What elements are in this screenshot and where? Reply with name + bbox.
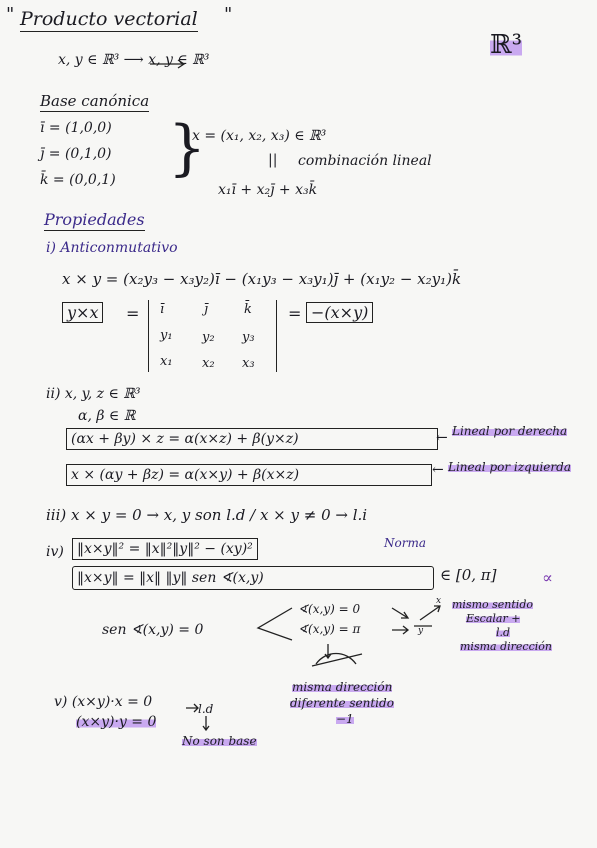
equals-1: = bbox=[126, 304, 140, 323]
alpha-symbol: ∝ bbox=[542, 568, 553, 587]
linear-right-box: (αx + βy) × z = α(x×z) + β(y×z) bbox=[66, 428, 438, 450]
escalar-positivo: Escalar + bbox=[466, 612, 521, 625]
base-heading: Base canónica bbox=[40, 92, 150, 110]
matrix-cell: x₁ bbox=[160, 354, 173, 369]
linear-right-note: Lineal por derecha bbox=[452, 424, 568, 438]
matrix-cell: x₃ bbox=[242, 356, 255, 371]
minus-one: −1 bbox=[336, 712, 354, 726]
intro-line: x, y ∈ ℝ³ ⟶ x, y ∈ ℝ³ bbox=[58, 52, 210, 68]
property-5-eq2: (x×y)·y = 0 bbox=[76, 714, 157, 730]
sen-label: sen ∢(x,y) = 0 bbox=[102, 622, 204, 638]
matrix-cell: k̄ bbox=[244, 302, 252, 317]
r3-badge: ℝ³ bbox=[490, 30, 523, 60]
linear-left-box: x × (αy + βz) = α(x×y) + β(x×z) bbox=[66, 464, 432, 486]
base-k: k̄ = (0,0,1) bbox=[40, 172, 116, 188]
matrix-cell: x₂ bbox=[202, 356, 215, 371]
case-pi: ∢(x,y) = π bbox=[298, 622, 361, 636]
ld-label: l.d bbox=[496, 626, 511, 639]
matrix-cell: ī bbox=[160, 302, 165, 317]
matrix-cell: y₁ bbox=[160, 328, 173, 343]
base-i: ī = (1,0,0) bbox=[40, 120, 112, 136]
vector-x-label: x bbox=[436, 596, 442, 606]
property-5-eq1: v) (x×y)·x = 0 bbox=[54, 694, 153, 710]
diferente-sentido: diferente sentido bbox=[290, 696, 394, 710]
mismo-sentido: mismo sentido bbox=[452, 598, 533, 611]
property-4-label: iv) bbox=[46, 544, 64, 560]
base-j: j̄ = (0,1,0) bbox=[40, 146, 112, 162]
property-3: iii) x × y = 0 → x, y son l.d / x × y ≠ 0 → l.i bbox=[46, 506, 368, 524]
no-son-base: No son base bbox=[182, 734, 257, 748]
matrix-cell: y₃ bbox=[242, 330, 255, 345]
yx-box: y×x bbox=[62, 302, 103, 323]
combination-expression: x₁ī + x₂j̄ + x₃k̄ bbox=[218, 182, 318, 198]
quote-open: " bbox=[6, 4, 15, 25]
case-zero: ∢(x,y) = 0 bbox=[298, 602, 361, 616]
matrix-cell: y₂ bbox=[202, 330, 215, 345]
norma-label: Norma bbox=[384, 536, 426, 550]
arrow-left: ← bbox=[436, 430, 448, 446]
angle-interval: ∈ [0, π] bbox=[440, 566, 497, 584]
property-2-label: ii) x, y, z ∈ ℝ³ bbox=[46, 386, 141, 402]
page-title: Producto vectorial bbox=[20, 8, 198, 30]
x-definition: x = (x₁, x₂, x₃) ∈ ℝ³ bbox=[192, 128, 327, 144]
property-5-ld: l.d bbox=[198, 702, 214, 716]
parallel-mark: || bbox=[268, 152, 278, 168]
properties-heading: Propiedades bbox=[44, 210, 145, 229]
combinacion-lineal: combinación lineal bbox=[298, 153, 432, 169]
cross-product-formula: x × y = (x₂y₃ − x₃y₂)ī − (x₁y₃ − x₃y₁)j̄ + (x₁y₂ − x₂y₁)k̄ bbox=[62, 270, 462, 288]
vector-y-label: y bbox=[418, 626, 424, 636]
misma-direccion-2: misma dirección bbox=[292, 680, 393, 694]
misma-direccion: misma dirección bbox=[460, 640, 552, 653]
arrow-left: ← bbox=[432, 462, 444, 478]
equals-2: = bbox=[288, 304, 302, 323]
linear-left-note: Lineal por izquierda bbox=[448, 460, 571, 474]
scalars: α, β ∈ ℝ bbox=[78, 408, 136, 424]
matrix-cell: j̄ bbox=[204, 302, 209, 317]
norm-squared-box: ‖x×y‖² = ‖x‖²‖y‖² − (xy)² bbox=[72, 538, 258, 560]
minus-xy-box: −(x×y) bbox=[306, 302, 373, 323]
brace: } bbox=[168, 113, 207, 183]
norm-box: ‖x×y‖ = ‖x‖ ‖y‖ sen ∢(x,y) bbox=[72, 566, 434, 590]
property-1-label: i) Anticonmutativo bbox=[46, 240, 178, 256]
quote-close: " bbox=[224, 4, 233, 25]
